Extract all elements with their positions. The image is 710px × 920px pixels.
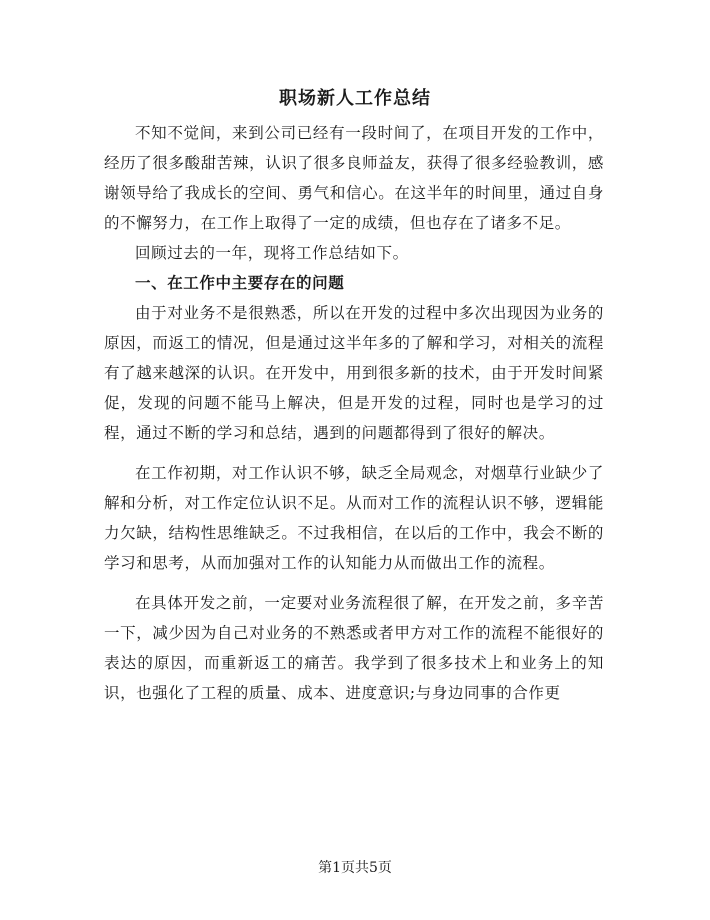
page-number: 第1页共5页	[318, 860, 392, 876]
document-body	[104, 118, 604, 708]
section-paragraph-1: 由于对业务不是很熟悉，所以在开发的过程中多次出现因为业务的原因，而返工的情况，但是通过这半年多的了解和学习，对相关的流程有了越来越深的认识。在开发中，用到很多新的技术，由于开发时间紧促，发现的问题不能马上解决，但是开发的过程，同时也是学习的过程，通过不断的学习和总结，遇到的问题都得到了很好的解决。	[104, 304, 604, 442]
section-paragraph-2: 在工作初期，对工作认识不够，缺乏全局观念，对烟草行业缺少了解和分析，对工作定位认识不足。从而对工作的流程认识不够，逻辑能力欠缺，结构性思维缺乏。不过我相信，在以后的工作中，我会不断的学习和思考，从而加强对工作的认知能力从而做出工作的流程。	[104, 464, 604, 572]
document-title: 职场新人工作总结	[279, 88, 431, 109]
section-heading: 一、在工作中主要存在的问题	[135, 273, 345, 292]
section-paragraph-3: 在具体开发之前，一定要对业务流程很了解，在开发之前，多辛苦一下，减少因为自己对业务的不熟悉或者甲方对工作的流程不能很好的表达的原因，而重新返工的痛苦。我学到了很多技术上和业务上的知识，也强化了工程的质量、成本、进度意识;与身边同事的合作更	[104, 594, 604, 702]
intro-paragraph-1: 不知不觉间，来到公司已经有一段时间了，在项目开发的工作中，经历了很多酸甜苦辣，认识了很多良师益友，获得了很多经验教训，感谢领导给了我成长的空间、勇气和信心。在这半年的时间里，通过自身的不懈努力，在工作上取得了一定的成绩，但也存在了诸多不足。	[104, 124, 604, 232]
intro-paragraph-2: 回顾过去的一年，现将工作总结如下。	[135, 244, 409, 262]
